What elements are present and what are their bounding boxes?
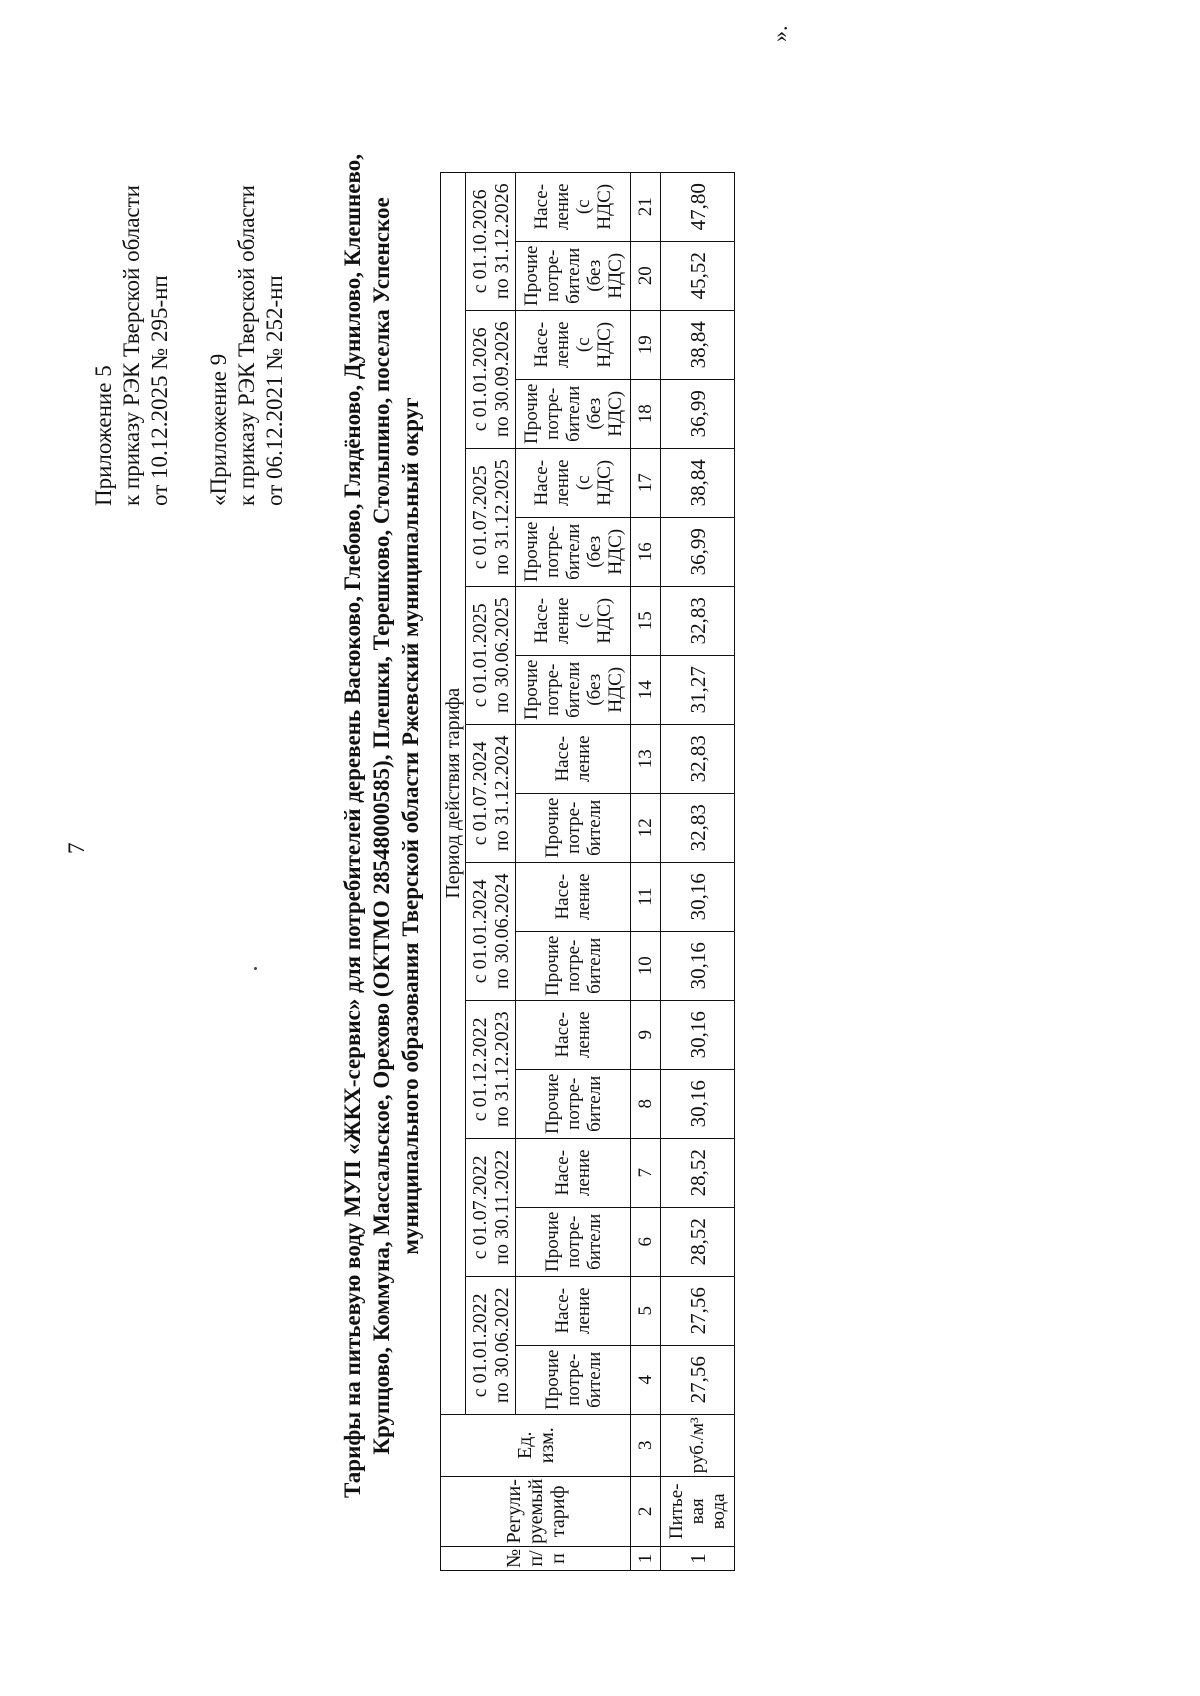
tariff-value: 28,52 [661, 1207, 735, 1276]
original-approval-block [205, 185, 289, 506]
title-line: Крупцово, Коммуна, Массальское, Орехово (ОКТМО 28548000585), Плешки, Терешково, Столыпино, поселка Успенское [369, 197, 394, 1455]
period-header [466, 172, 516, 310]
period-to: по 31.12.2024 [490, 735, 513, 852]
page-number: 7 [64, 842, 89, 854]
tariff-value: 32,83 [661, 793, 735, 862]
title-line: Тарифы на питьевую воду МУП «ЖКХ-сервис» для потребителей деревень Васюково, Глебово, Глядёново, Дунилово, Клешнево, [340, 154, 365, 1498]
category-population-vat: Насе-ление (с НДС) [516, 586, 631, 655]
column-number: 14 [631, 655, 661, 724]
category-other-consumers: Прочие потре-бители [516, 1069, 631, 1138]
approval-line: к приказу РЭК Тверской области [234, 185, 259, 506]
period-from: с 01.01.2026 [468, 327, 491, 432]
period-to: по 30.11.2022 [490, 1149, 513, 1265]
period-header [466, 586, 516, 724]
column-number: 2 [631, 1476, 661, 1546]
table-row [661, 172, 735, 1570]
tariff-value: 32,83 [661, 724, 735, 793]
approval-line: «Приложение 9 [206, 353, 231, 506]
category-other-consumers-no-vat: Прочие потре-бители (без НДС) [516, 655, 631, 724]
column-number: 20 [631, 241, 661, 310]
tariff-value: 32,83 [661, 586, 735, 655]
period-from: с 01.07.2022 [468, 1155, 491, 1260]
column-number: 12 [631, 793, 661, 862]
closing-quote-mark: ». [767, 25, 792, 42]
category-population: Насе-ление [516, 862, 631, 931]
tariff-value: 27,56 [661, 1345, 735, 1414]
tariff-value: 30,16 [661, 931, 735, 1000]
tariff-table [440, 172, 735, 1571]
column-number: 3 [631, 1414, 661, 1476]
column-number: 6 [631, 1207, 661, 1276]
period-to: по 30.06.2024 [490, 873, 513, 990]
column-number: 18 [631, 379, 661, 448]
column-number: 1 [631, 1546, 661, 1570]
category-population-vat: Насе-ление (с НДС) [516, 448, 631, 517]
category-other-consumers: Прочие потре-бители [516, 1207, 631, 1276]
column-number: 15 [631, 586, 661, 655]
column-number: 4 [631, 1345, 661, 1414]
column-number: 16 [631, 517, 661, 586]
column-number: 13 [631, 724, 661, 793]
approval-line: к приказу РЭК Тверской области [119, 185, 144, 506]
period-from: с 01.10.2026 [468, 189, 491, 294]
tariff-name: Питье-вая вода [661, 1476, 735, 1546]
title-line: муниципального образования Тверской области Ржевский муниципальный округ [398, 397, 423, 1255]
tariff-value: 36,99 [661, 379, 735, 448]
period-to: по 31.12.2025 [490, 459, 513, 576]
period-header [466, 448, 516, 586]
column-number: 19 [631, 310, 661, 379]
column-number: 8 [631, 1069, 661, 1138]
approval-line: от 06.12.2021 № 252-нп [262, 275, 287, 506]
period-from: с 01.01.2024 [468, 879, 491, 984]
unit-cell: руб./м³ [661, 1414, 735, 1476]
tariff-value: 27,56 [661, 1276, 735, 1345]
period-from: с 01.07.2025 [468, 465, 491, 570]
column-number: 7 [631, 1138, 661, 1207]
period-header [466, 310, 516, 448]
document-title [338, 41, 425, 1611]
tariff-value: 30,16 [661, 1000, 735, 1069]
tariff-value: 36,99 [661, 517, 735, 586]
category-other-consumers: Прочие потре-бители [516, 1345, 631, 1414]
tariff-value: 30,16 [661, 1069, 735, 1138]
period-header [466, 724, 516, 862]
category-other-consumers: Прочие потре-бители [516, 931, 631, 1000]
column-number: 9 [631, 1000, 661, 1069]
tariff-value: 38,84 [661, 448, 735, 517]
period-to: по 30.06.2022 [490, 1287, 513, 1404]
header-row-number: № п/п [441, 1546, 631, 1570]
category-population-vat: Насе-ление (с НДС) [516, 172, 631, 241]
category-population: Насе-ление [516, 1276, 631, 1345]
tariff-value: 30,16 [661, 862, 735, 931]
category-other-consumers-no-vat: Прочие потре-бители (без НДС) [516, 517, 631, 586]
tariff-value: 38,84 [661, 310, 735, 379]
approval-block [90, 185, 174, 506]
column-number: 11 [631, 862, 661, 931]
header-period: Период действия тарифа [441, 172, 466, 1414]
column-number: 17 [631, 448, 661, 517]
period-header [466, 862, 516, 1000]
period-from: с 01.12.2022 [468, 1017, 491, 1122]
period-from: с 01.01.2025 [468, 603, 491, 708]
period-header [466, 1000, 516, 1138]
period-header [466, 1276, 516, 1414]
tariff-value: 45,52 [661, 241, 735, 310]
column-number: 5 [631, 1276, 661, 1345]
tariff-value: 31,27 [661, 655, 735, 724]
tariff-value: 47,80 [661, 172, 735, 241]
tariff-value: 28,52 [661, 1138, 735, 1207]
period-to: по 30.06.2025 [490, 597, 513, 714]
category-other-consumers: Прочие потре-бители [516, 793, 631, 862]
period-header [466, 1138, 516, 1276]
approval-line: Приложение 5 [91, 365, 116, 506]
row-number: 1 [661, 1546, 735, 1570]
column-number: 21 [631, 172, 661, 241]
category-population: Насе-ление [516, 1000, 631, 1069]
scan-speck [254, 967, 257, 970]
category-other-consumers-no-vat: Прочие потре-бители (без НДС) [516, 241, 631, 310]
period-from: с 01.07.2024 [468, 741, 491, 846]
column-number: 10 [631, 931, 661, 1000]
category-population-vat: Насе-ление (с НДС) [516, 310, 631, 379]
header-unit: Ед. изм. [441, 1414, 631, 1476]
period-to: по 31.12.2023 [490, 1011, 513, 1128]
period-to: по 31.12.2026 [490, 183, 513, 300]
category-population: Насе-ление [516, 724, 631, 793]
header-tariff: Регули-руемый тариф [441, 1476, 631, 1546]
approval-line: от 10.12.2025 № 295-нп [147, 275, 172, 506]
period-to: по 30.09.2026 [490, 321, 513, 438]
category-other-consumers-no-vat: Прочие потре-бители (без НДС) [516, 379, 631, 448]
period-from: с 01.01.2022 [468, 1293, 491, 1398]
category-population: Насе-ление [516, 1138, 631, 1207]
